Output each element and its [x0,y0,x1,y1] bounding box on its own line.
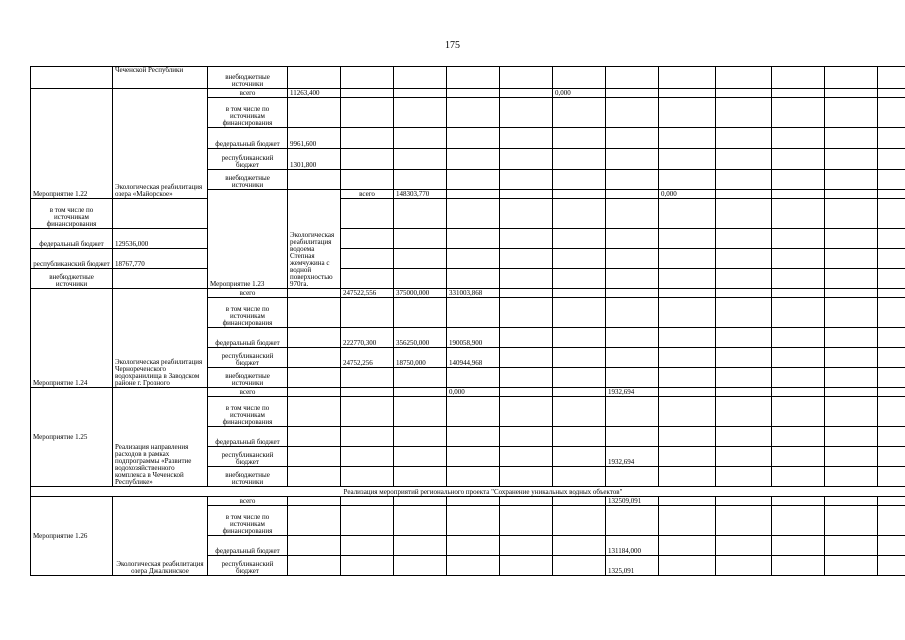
source-label: федеральный бюджет [208,536,288,556]
table-row [31,229,905,249]
section-header: Реализация мероприятий регионального проекта "Сохранение уникальных водных объектов" [31,487,905,497]
source-label: федеральный бюджет [208,328,288,348]
value-cell: 140944,968 [447,348,500,368]
event-label: Мероприятие 1.24 [31,289,113,388]
source-label: внебюджетные источники [208,368,288,388]
table-row [31,199,905,229]
budget-table [30,66,905,576]
source-label: всего [208,289,288,298]
source-label: в том числе по источникам финансирования [208,298,288,328]
event-label: Мероприятие 1.25 [31,388,113,487]
source-label: всего [208,497,288,506]
table-row [31,289,905,298]
event-description: Экологическая реабилитация озера «Майорское» [113,89,208,199]
event-label: Мероприятие 1.26 [31,497,113,576]
source-label: республиканский бюджет [208,348,288,368]
source-label: в том числе по источникам финансирования [208,397,288,427]
source-label: федеральный бюджет [208,427,288,447]
value-cell: 18767,770 [113,249,208,269]
event-description: Экологическая реабилитация озера Джалкинское [113,497,208,576]
event-description: Реализация направления расходов в рамках подпрограммы «Развитие водохозяйственного комплекса в Чеченской Республике» [113,388,208,487]
source-label: внебюджетные источники [31,269,113,289]
source-label: всего [341,190,394,199]
table-row [31,89,905,98]
value-cell: 131184,000 [606,536,659,556]
source-label: республиканский бюджет [31,249,113,269]
table-row [31,497,905,506]
value-cell: 1932,694 [606,447,659,467]
value-cell: 375000,000 [394,289,447,298]
source-label: всего [208,89,288,98]
source-label: внебюджетные источники [208,170,288,190]
value-cell: 132509,091 [606,497,659,506]
value-cell: 18750,000 [394,348,447,368]
source-label: в том числе по источникам финансирования [31,199,113,229]
table-row [31,249,905,269]
event-description: Экологическая реабилитация Чернореченского водохранилища в Заводском районе г. Грозного [113,289,208,388]
source-label: внебюджетные источники [208,467,288,487]
table-row [31,67,905,89]
value-cell: 11263,400 [288,89,341,98]
source-label: федеральный бюджет [208,128,288,149]
source-label: внебюджетные источники [208,67,288,89]
source-label: всего [208,388,288,397]
value-cell: 1301,800 [288,149,341,170]
event-label: Мероприятие 1.23 [208,190,288,289]
value-cell: 331003,868 [447,289,500,298]
value-cell: 0,000 [659,190,716,199]
event-description: Экологическая реабилитация водоема Степная жемчужина с водной поверхностью 970га. [288,190,341,289]
table-row [31,269,905,289]
value-cell: 9961,600 [288,128,341,149]
event-cell [31,67,113,89]
event-description: Чеченской Республики [113,67,208,89]
source-label: в том числе по источникам финансирования [208,506,288,536]
source-label: республиканский бюджет [208,149,288,170]
value-cell: 0,000 [447,388,500,397]
source-label: республиканский бюджет [208,556,288,576]
value-cell: 0,000 [553,89,606,98]
source-label: федеральный бюджет [31,229,113,249]
source-label: республиканский бюджет [208,447,288,467]
value-cell: 24752,256 [341,348,394,368]
value-cell: 222770,300 [341,328,394,348]
event-label: Мероприятие 1.22 [31,89,113,199]
page-number: 175 [445,40,460,51]
value-cell: 1325,091 [606,556,659,576]
value-cell: 148303,770 [394,190,447,199]
value-cell: 247522,556 [341,289,394,298]
table-row [31,388,905,397]
value-cell: 1932,694 [606,388,659,397]
value-cell: 356250,000 [394,328,447,348]
value-cell: 190058,900 [447,328,500,348]
value-cell: 129536,000 [113,229,208,249]
source-label: в том числе по источникам финансирования [208,98,288,128]
table-row [31,487,905,497]
